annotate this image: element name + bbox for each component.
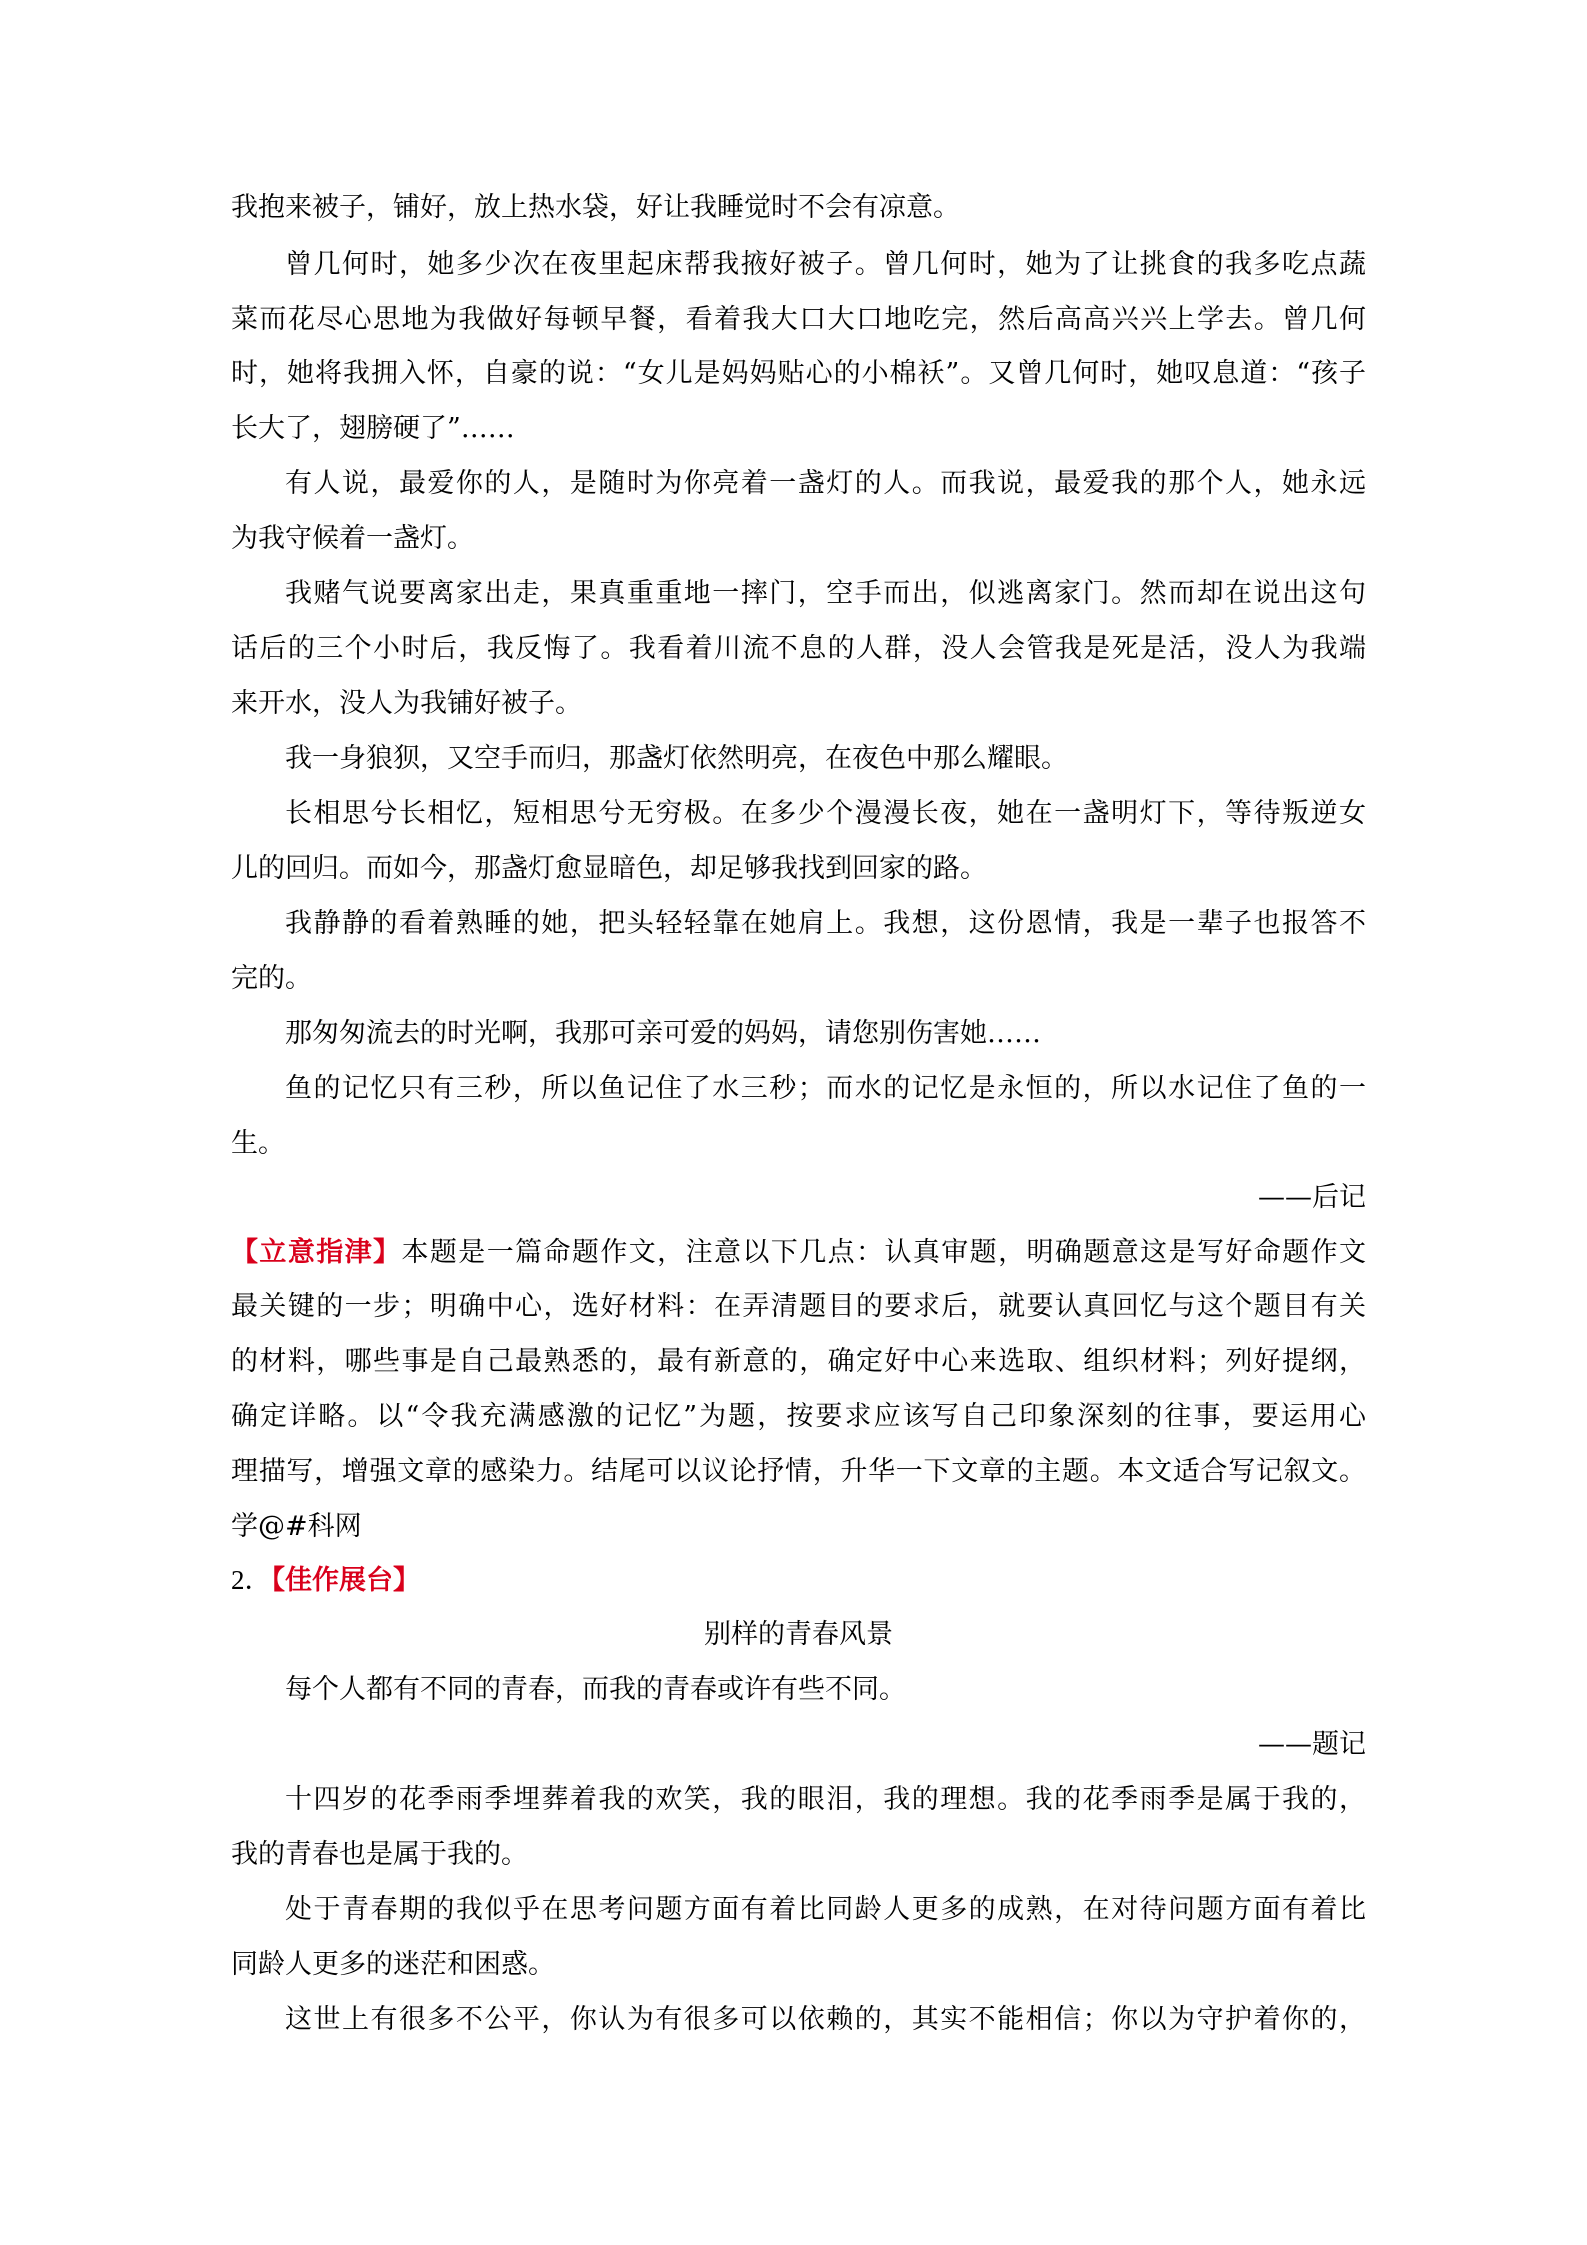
- guide-label: 【立意指津】: [231, 1237, 402, 1268]
- essay2-line-4: 同龄人更多的迷茫和困惑。: [231, 1949, 555, 1980]
- essay1-line-1: 我抱来被子，铺好，放上热水袋，好让我睡觉时不会有凉意。: [231, 192, 960, 223]
- essay1-line-15: 完的。: [231, 963, 312, 994]
- essay2-line-5: 这世上有很多不公平，你认为有很多可以依赖的，其实不能相信；你以为守护着你的，: [285, 2004, 1366, 2035]
- essay2-line-1: 十四岁的花季雨季埋葬着我的欢笑，我的眼泪，我的理想。我的花季雨季是属于我的，: [285, 1784, 1366, 1815]
- guide-line-5: 理描写，增强文章的感染力。结尾可以议论抒情，升华一下文章的主题。本文适合写记叙文。: [231, 1456, 1366, 1487]
- essay1-line-7: 为我守候着一盏灯。: [231, 523, 474, 554]
- essay1-line-2: 曾几何时，她多少次在夜里起床帮我掖好被子。曾几何时，她为了让挑食的我多吃点蔬: [285, 249, 1366, 280]
- essay2-line-3: 处于青春期的我似乎在思考问题方面有着比同龄人更多的成熟，在对待问题方面有着比: [285, 1894, 1366, 1925]
- postscript: ——后记: [1258, 1182, 1366, 1213]
- essay1-line-10: 来开水，没人为我铺好被子。: [231, 688, 582, 719]
- essay1-line-9: 话后的三个小时后，我反悔了。我看着川流不息的人群，没人会管我是死是活，没人为我端: [231, 633, 1366, 664]
- section2-label: 【佳作展台】: [271, 1565, 420, 1596]
- section2-heading: [231, 1560, 1366, 1600]
- essay1-line-5: 长大了，翅膀硬了”……: [231, 413, 515, 444]
- essay2-epigraph: 每个人都有不同的青春，而我的青春或许有些不同。: [285, 1674, 906, 1705]
- essay1-line-16: 那匆匆流去的时光啊，我那可亲可爱的妈妈，请您别伤害她……: [285, 1018, 1041, 1049]
- essay2-line-2: 我的青春也是属于我的。: [231, 1839, 528, 1870]
- essay1-line-11: 我一身狼狈，又空手而归，那盏灯依然明亮，在夜色中那么耀眼。: [285, 743, 1068, 774]
- essay2-epigraph-tag: ——题记: [1258, 1729, 1366, 1760]
- essay1-line-12: 长相思兮长相忆，短相思兮无穷极。在多少个漫漫长夜，她在一盏明灯下，等待叛逆女: [285, 798, 1366, 829]
- guide-text-1: 本题是一篇命题作文，注意以下几点：认真审题，明确题意这是写好命题作文: [401, 1237, 1367, 1268]
- essay1-line-18: 生。: [231, 1128, 285, 1159]
- watermark-text: 学@#科网: [231, 1511, 362, 1542]
- essay2-title: 别样的青春风景: [704, 1619, 893, 1650]
- essay1-line-14: 我静静的看着熟睡的她，把头轻轻靠在她肩上。我想，这份恩情，我是一辈子也报答不: [285, 908, 1366, 939]
- guide-line-2: 最关键的一步；明确中心，选好材料：在弄清题目的要求后，就要认真回忆与这个题目有关: [231, 1291, 1366, 1322]
- essay1-line-3: 菜而花尽心思地为我做好每顿早餐，看着我大口大口地吃完，然后高高兴兴上学去。曾几何: [231, 304, 1366, 335]
- section2-number: 2．: [231, 1565, 272, 1595]
- essay1-line-8: 我赌气说要离家出走，果真重重地一摔门，空手而出，似逃离家门。然而却在说出这句: [285, 578, 1366, 609]
- essay1-line-13: 儿的回归。而如今，那盏灯愈显暗色，却足够我找到回家的路。: [231, 853, 987, 884]
- essay1-line-17: 鱼的记忆只有三秒，所以鱼记住了水三秒；而水的记忆是永恒的，所以水记住了鱼的一: [285, 1073, 1366, 1104]
- essay1-line-6: 有人说，最爱你的人，是随时为你亮着一盏灯的人。而我说，最爱我的那个人，她永远: [285, 468, 1366, 499]
- guide-line-1: [231, 1233, 1366, 1273]
- essay1-line-4: 时，她将我拥入怀，自豪的说：“女儿是妈妈贴心的小棉袄”。又曾几何时，她叹息道：“孩子: [231, 358, 1366, 389]
- guide-line-3: 的材料，哪些事是自己最熟悉的，最有新意的，确定好中心来选取、组织材料；列好提纲，: [231, 1346, 1366, 1377]
- guide-line-4: 确定详略。以“令我充满感激的记忆”为题，按要求应该写自己印象深刻的往事，要运用心: [231, 1401, 1366, 1432]
